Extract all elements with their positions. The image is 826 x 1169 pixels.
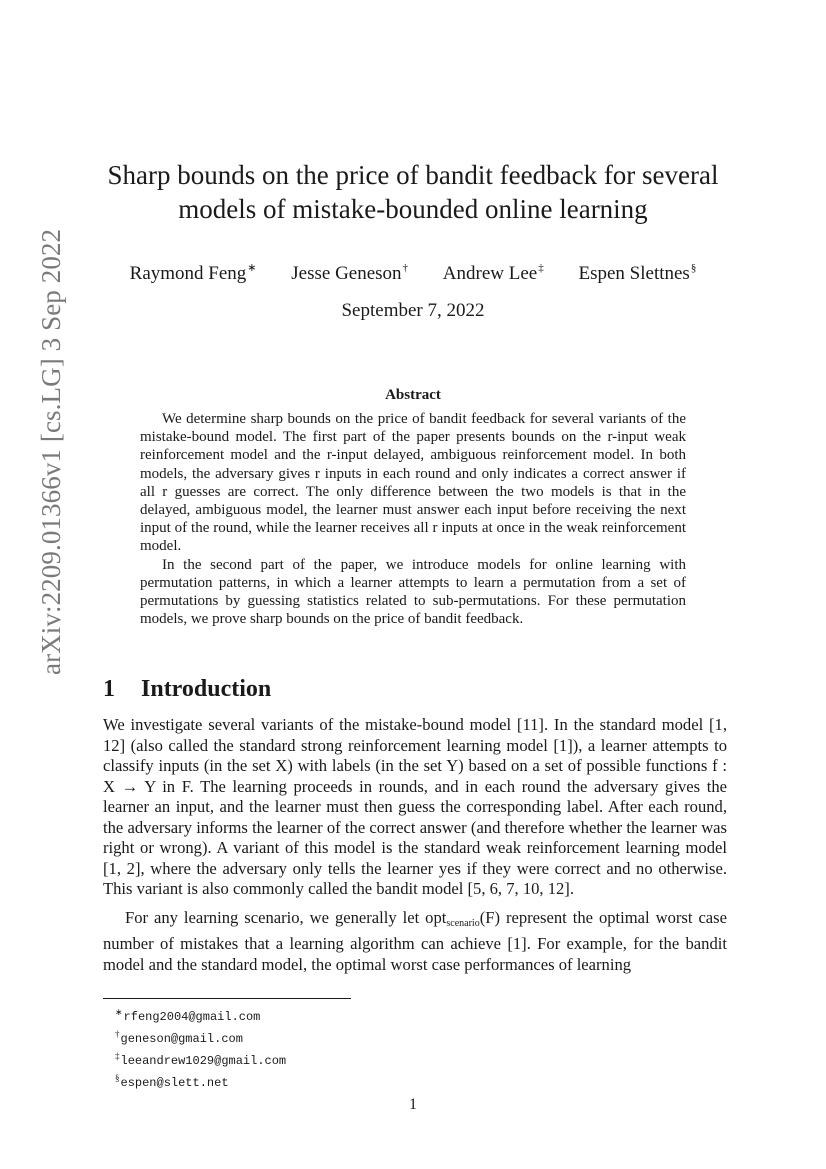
footnote bbox=[115, 1004, 286, 1026]
author-list bbox=[103, 256, 723, 286]
publication-date: September 7, 2022 bbox=[341, 300, 485, 321]
author-footnote-mark: § bbox=[690, 262, 697, 274]
author bbox=[291, 263, 408, 284]
abstract-heading: Abstract bbox=[385, 387, 441, 403]
abstract-paragraph: In the second part of the paper, we introduce models for online learning with permutation patterns, in which a learner attempts to learn a permutation from a set of permutations by guessing statistics related to sub-permutations. For these permutation models, we prove sharp bounds on the price of bandit feedback. bbox=[140, 556, 686, 628]
author-name: Jesse Geneson bbox=[291, 263, 402, 284]
author-footnote-mark: ∗ bbox=[247, 262, 257, 274]
section-heading bbox=[103, 676, 271, 703]
author-name: Raymond Feng bbox=[129, 263, 247, 284]
footnote-mark: § bbox=[115, 1073, 120, 1083]
body-text-segment: (F) represent the optimal worst case number of mistakes that a learning algorithm can achieve [1]. For example, for the bandit model and the standard model, the optimal worst case performances of learning bbox=[103, 907, 727, 974]
arxiv-identifier: arXiv:2209.01366v1 [cs.LG] 3 Sep 2022 bbox=[36, 228, 66, 675]
body-paragraph: We investigate several variants of the mistake-bound model [11]. In the standard model [1, 12] (also called the standard strong reinforcement learning model [1]), a learner attempts to classify inputs (in the set X) with labels (in the set Y) based on a set of possible functions f : X → Y in F. The learning proceeds in rounds, and in each round the adversary gives the learner an input, and the learner must then guess the corresponding label. After each round, the adversary informs the learner of the correct answer (and therefore whether the learner was right or wrong). A variant of this model is the standard weak reinforcement learning model [1, 2], where the adversary only tells the learner yes if they were correct and no otherwise. This variant is also commonly called the bandit model [5, 6, 7, 10, 12]. bbox=[103, 715, 727, 898]
subscript: scenario bbox=[446, 917, 480, 929]
footnote bbox=[115, 1026, 286, 1048]
paper-title: Sharp bounds on the price of bandit feedback for several models of mistake-bounded online learning bbox=[107, 160, 719, 224]
abstract-paragraph: We determine sharp bounds on the price of bandit feedback for several variants of the mistake-bound model. The first part of the paper presents bounds on the r-input weak reinforcement model and the r-input delayed, ambiguous reinforcement model. In both models, the adversary gives r inputs in each round and only indicates a correct answer if all r guesses are correct. The only difference between the two models is that in the delayed, ambiguous model, the learner must answer each input before receiving the next input of the round, while the learner receives all r inputs at once in the weak reinforcement model. bbox=[140, 411, 686, 555]
footnote-email: rfeng2004@gmail.com bbox=[123, 1010, 261, 1024]
section-title: Introduction bbox=[141, 676, 272, 702]
footnote bbox=[115, 1070, 286, 1092]
footnotes bbox=[115, 1004, 286, 1092]
author bbox=[578, 263, 696, 284]
page-number: 1 bbox=[409, 1096, 417, 1113]
body-text bbox=[103, 715, 727, 975]
footnote-email: geneson@gmail.com bbox=[120, 1032, 243, 1046]
footnote-rule bbox=[103, 998, 351, 999]
author-name: Andrew Lee bbox=[442, 263, 538, 284]
author-footnote-mark: † bbox=[402, 262, 409, 274]
author-footnote-mark: ‡ bbox=[538, 262, 544, 274]
footnote-email: espen@slett.net bbox=[120, 1076, 229, 1090]
footnote-mark: † bbox=[115, 1029, 120, 1039]
author bbox=[443, 263, 544, 284]
footnote-mark: ∗ bbox=[115, 1007, 123, 1017]
footnote-mark: ‡ bbox=[115, 1051, 120, 1061]
body-text-segment: For any learning scenario, we generally let opt bbox=[125, 907, 447, 927]
abstract bbox=[140, 410, 686, 628]
section-number: 1 bbox=[103, 676, 115, 702]
author bbox=[130, 263, 257, 284]
footnote bbox=[115, 1048, 286, 1070]
body-paragraph bbox=[103, 908, 727, 976]
author-name: Espen Slettnes bbox=[578, 263, 690, 284]
footnote-email: leeandrew1029@gmail.com bbox=[120, 1054, 287, 1068]
